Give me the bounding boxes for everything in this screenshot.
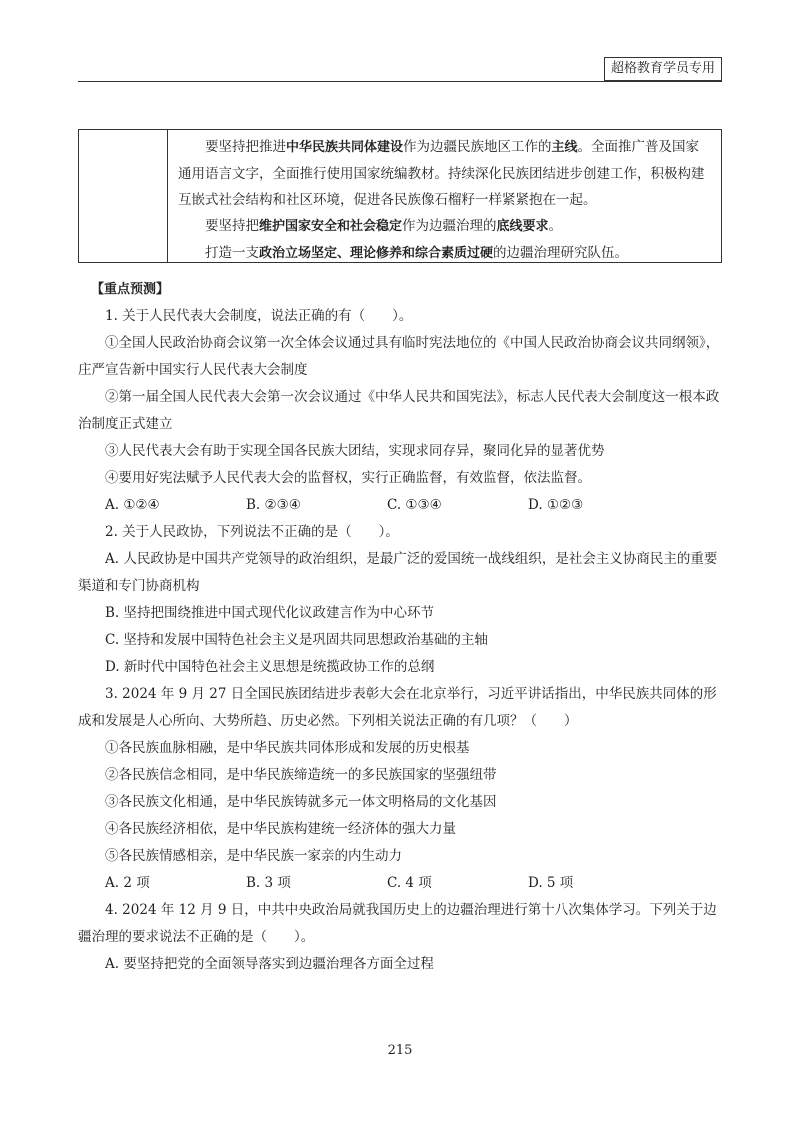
question-3-options — [78, 870, 722, 897]
question-2-option: D. 新时代中国特色社会主义思想是统揽政协工作的总纲 — [105, 659, 435, 675]
summary-table — [78, 129, 722, 263]
question-2-option: C. 坚持和发展中国特色社会主义是巩固共同思想政治基础的主轴 — [105, 632, 488, 648]
option-d: D. ①②③ — [528, 497, 584, 513]
question-3-item: ①各民族血脉相融，是中华民族共同体形成和发展的历史根基 — [105, 740, 470, 756]
option-c: C. 4 项 — [387, 875, 432, 891]
question-1-stem: 1. 关于人民代表大会制度，说法正确的有（ ）。 — [105, 308, 413, 324]
question-1-item: ④要用好宪法赋予人民代表大会的监督权，实行正确监督，有效监督，依法监督。 — [105, 470, 591, 486]
option-c: C. ①③④ — [387, 497, 442, 513]
question-2-option: B. 坚持把围绕推进中国式现代化议政建言作为中心环节 — [105, 605, 435, 621]
question-3-item: ③各民族文化相通，是中华民族铸就多元一体文明格局的文化基因 — [105, 794, 497, 810]
question-4-stem: 4. 2024 年 12 月 9 日，中共中央政治局就我国历史上的边疆治理进行第十八次集体学习。下列关于边疆治理的要求说法不正确的是（ ）。 — [78, 902, 717, 945]
header-rule — [78, 81, 722, 82]
question-3-stem: 3. 2024 年 9 月 27 日全国民族团结进步表彰大会在北京举行，习近平讲话指出，中华民族共同体的形成和发展是人心所向、大势所趋、历史必然。下列相关说法正确的有几项？（ ） — [78, 686, 717, 729]
option-a: A. 2 项 — [105, 875, 150, 891]
question-3-item: ⑤各民族情感相亲，是中华民族一家亲的内生动力 — [105, 848, 402, 864]
question-4-option: A. 要坚持把党的全面领导落实到边疆治理各方面全过程 — [105, 956, 434, 972]
summary-paragraph-3: 打造一支政治立场坚定、理论修养和综合素质过硬的边疆治理研究队伍。 — [205, 245, 629, 261]
summary-paragraph-2: 要坚持把维护国家安全和社会稳定作为边疆治理的底线要求。 — [205, 218, 563, 234]
question-1-item: ①全国人民政治协商会议第一次全体会议通过具有临时宪法地位的《中国人民政治协商会议共同纲领》，庄严宣告新中国实行人民代表大会制度 — [78, 335, 720, 378]
question-1-item: ③人民代表大会有助于实现全国各民族大团结，实现求同存异，聚同化异的显著优势 — [105, 443, 605, 459]
summary-paragraph-1: 要坚持把推进中华民族共同体建设作为边疆民族地区工作的主线。全面推广普及国家通用语言文字，全面推行使用国家统编教材。持续深化民族团结进步创建工作，积极构建互嵌式社会结构和社区环境，促进各民族像石榴籽一样紧紧抱在一起。 — [178, 139, 705, 208]
option-a: A. ①②④ — [105, 497, 160, 513]
question-2-stem: 2. 关于人民政协，下列说法不正确的是（ ）。 — [105, 524, 399, 540]
question-1-item: ②第一届全国人民代表大会第一次会议通过《中华人民共和国宪法》，标志人民代表大会制度这一根本政治制度正式建立 — [78, 389, 720, 432]
page-number: 215 — [387, 1043, 413, 1058]
section-title: 【重点预测】 — [91, 282, 170, 297]
question-2-option: A. 人民政协是中国共产党领导的政治组织，是最广泛的爱国统一战线组织，是社会主义协商民主的重要渠道和专门协商机构 — [78, 551, 718, 594]
option-b: B. ②③④ — [246, 497, 301, 513]
option-b: B. 3 项 — [246, 875, 291, 891]
question-3-item: ④各民族经济相依，是中华民族构建统一经济体的强大力量 — [105, 821, 456, 837]
main-content — [78, 276, 722, 978]
summary-left-cell — [79, 130, 168, 262]
summary-right-cell — [168, 130, 721, 262]
question-1-options — [78, 492, 722, 519]
question-3-item: ②各民族信念相同，是中华民族缔造统一的多民族国家的坚强纽带 — [105, 767, 497, 783]
option-d: D. 5 项 — [528, 875, 574, 891]
brand-label: 超格教育学员专用 — [604, 57, 722, 81]
